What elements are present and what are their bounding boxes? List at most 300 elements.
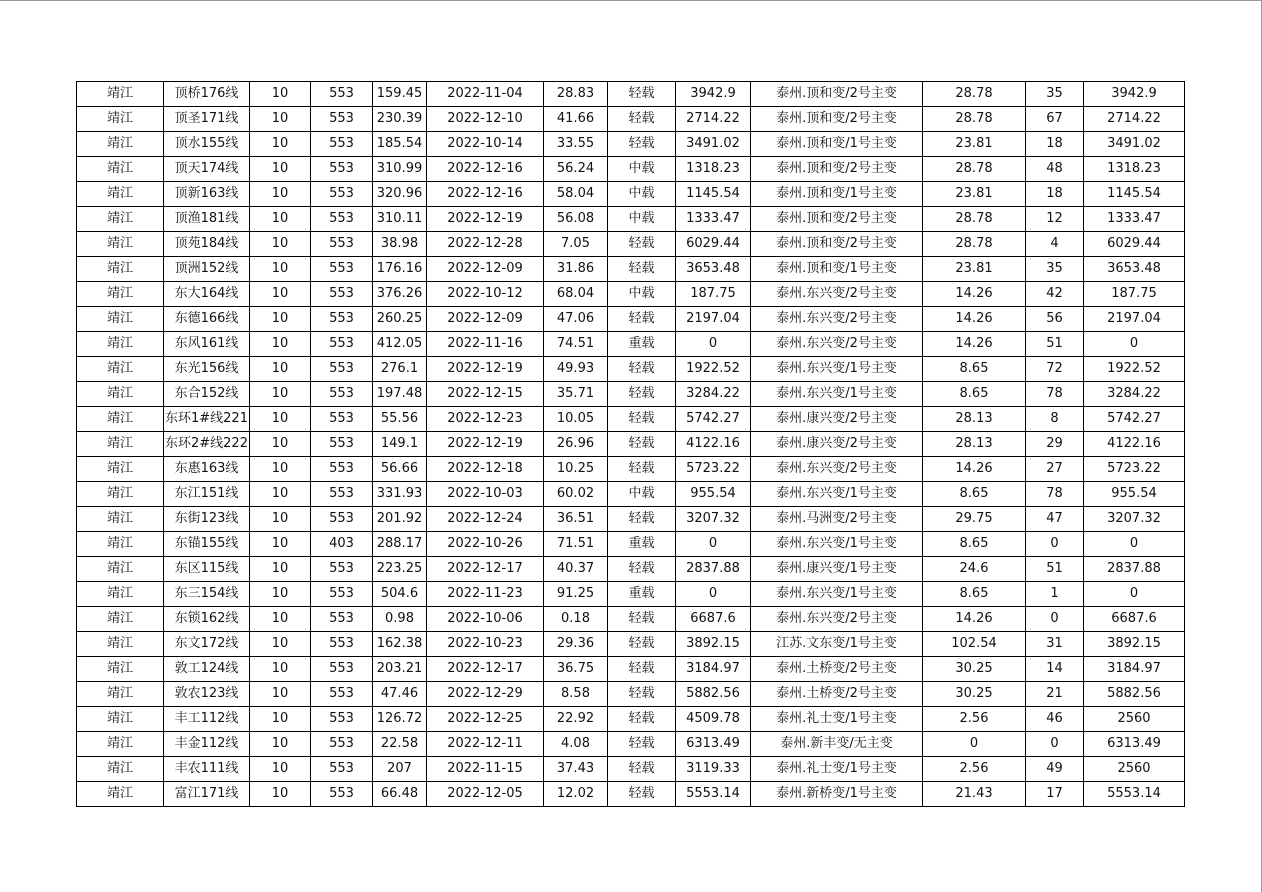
cell-load-rate: 37.43	[544, 757, 608, 782]
cell-feeder-available-capacity: 1318.23	[1084, 157, 1185, 182]
cell-max-load: 197.48	[373, 382, 427, 407]
cell-max-load-date: 2022-10-06	[427, 607, 544, 632]
cell-feeder-name: 顶新163线	[164, 182, 250, 207]
cell-max-load-date: 2022-12-09	[427, 307, 544, 332]
cell-load-rate: 33.55	[544, 132, 608, 157]
cell-voltage-level: 10	[250, 757, 311, 782]
cell-load-count: 35	[1026, 257, 1084, 282]
cell-available-capacity: 5882.56	[676, 682, 751, 707]
cell-transformer-load: 14.26	[923, 332, 1026, 357]
cell-load-status: 轻载	[608, 682, 676, 707]
cell-feeder-name: 顶洲152线	[164, 257, 250, 282]
cell-max-load-date: 2022-12-19	[427, 432, 544, 457]
cell-load-status: 轻载	[608, 607, 676, 632]
table-row	[77, 132, 1185, 157]
cell-voltage-level: 10	[250, 607, 311, 632]
cell-feeder-name: 东文172线	[164, 632, 250, 657]
cell-max-load: 22.58	[373, 732, 427, 757]
cell-feeder-available-capacity: 2837.88	[1084, 557, 1185, 582]
cell-load-rate: 71.51	[544, 532, 608, 557]
cell-voltage-level: 10	[250, 782, 311, 807]
cell-voltage-level: 10	[250, 232, 311, 257]
cell-max-load-date: 2022-10-23	[427, 632, 544, 657]
cell-max-load: 201.92	[373, 507, 427, 532]
cell-rated-capacity: 553	[311, 607, 373, 632]
table-row	[77, 182, 1185, 207]
cell-load-rate: 10.25	[544, 457, 608, 482]
cell-rated-capacity: 553	[311, 332, 373, 357]
cell-feeder-available-capacity: 3284.22	[1084, 382, 1185, 407]
cell-load-status: 重载	[608, 532, 676, 557]
cell-max-load: 310.11	[373, 207, 427, 232]
cell-feeder-available-capacity: 2714.22	[1084, 107, 1185, 132]
cell-load-count: 21	[1026, 682, 1084, 707]
cell-rated-capacity: 553	[311, 782, 373, 807]
cell-rated-capacity: 553	[311, 82, 373, 107]
cell-transformer-load: 8.65	[923, 357, 1026, 382]
cell-transformer-load: 14.26	[923, 282, 1026, 307]
cell-region: 靖江	[77, 382, 164, 407]
cell-available-capacity: 1318.23	[676, 157, 751, 182]
cell-transformer-load: 30.25	[923, 657, 1026, 682]
cell-max-load: 149.1	[373, 432, 427, 457]
cell-feeder-available-capacity: 5882.56	[1084, 682, 1185, 707]
cell-load-rate: 8.58	[544, 682, 608, 707]
cell-voltage-level: 10	[250, 382, 311, 407]
cell-load-status: 轻载	[608, 732, 676, 757]
cell-max-load-date: 2022-10-03	[427, 482, 544, 507]
cell-feeder-available-capacity: 3892.15	[1084, 632, 1185, 657]
cell-region: 靖江	[77, 557, 164, 582]
table-row	[77, 657, 1185, 682]
cell-rated-capacity: 553	[311, 382, 373, 407]
cell-load-status: 轻载	[608, 132, 676, 157]
cell-load-rate: 7.05	[544, 232, 608, 257]
cell-load-rate: 4.08	[544, 732, 608, 757]
cell-transformer-load: 2.56	[923, 707, 1026, 732]
cell-load-status: 轻载	[608, 757, 676, 782]
cell-load-count: 67	[1026, 107, 1084, 132]
cell-voltage-level: 10	[250, 582, 311, 607]
cell-substation-transformer: 泰州.东兴变/1号主变	[751, 357, 923, 382]
cell-max-load: 203.21	[373, 657, 427, 682]
cell-voltage-level: 10	[250, 357, 311, 382]
cell-available-capacity: 3119.33	[676, 757, 751, 782]
cell-feeder-available-capacity: 3942.9	[1084, 82, 1185, 107]
cell-feeder-name: 丰农111线	[164, 757, 250, 782]
cell-available-capacity: 1333.47	[676, 207, 751, 232]
cell-region: 靖江	[77, 482, 164, 507]
cell-feeder-available-capacity: 0	[1084, 532, 1185, 557]
cell-substation-transformer: 泰州.土桥变/2号主变	[751, 657, 923, 682]
cell-substation-transformer: 泰州.顶和变/2号主变	[751, 107, 923, 132]
cell-available-capacity: 6687.6	[676, 607, 751, 632]
cell-available-capacity: 3942.9	[676, 82, 751, 107]
cell-feeder-name: 东区115线	[164, 557, 250, 582]
cell-load-status: 轻载	[608, 657, 676, 682]
table-row	[77, 257, 1185, 282]
cell-transformer-load: 28.78	[923, 107, 1026, 132]
cell-load-rate: 91.25	[544, 582, 608, 607]
cell-transformer-load: 0	[923, 732, 1026, 757]
cell-load-rate: 26.96	[544, 432, 608, 457]
cell-max-load-date: 2022-12-17	[427, 657, 544, 682]
cell-load-count: 1	[1026, 582, 1084, 607]
cell-voltage-level: 10	[250, 732, 311, 757]
cell-transformer-load: 21.43	[923, 782, 1026, 807]
cell-load-status: 重载	[608, 332, 676, 357]
cell-voltage-level: 10	[250, 332, 311, 357]
cell-load-count: 47	[1026, 507, 1084, 532]
cell-load-rate: 35.71	[544, 382, 608, 407]
cell-transformer-load: 102.54	[923, 632, 1026, 657]
cell-region: 靖江	[77, 207, 164, 232]
table-row	[77, 82, 1185, 107]
cell-feeder-name: 富江171线	[164, 782, 250, 807]
cell-max-load: 0.98	[373, 607, 427, 632]
cell-available-capacity: 2714.22	[676, 107, 751, 132]
cell-load-status: 重载	[608, 582, 676, 607]
table-row	[77, 357, 1185, 382]
cell-substation-transformer: 泰州.顶和变/2号主变	[751, 232, 923, 257]
cell-max-load-date: 2022-12-05	[427, 782, 544, 807]
cell-load-count: 78	[1026, 482, 1084, 507]
cell-feeder-available-capacity: 0	[1084, 332, 1185, 357]
cell-feeder-available-capacity: 1145.54	[1084, 182, 1185, 207]
table-row	[77, 232, 1185, 257]
table-row	[77, 457, 1185, 482]
cell-feeder-available-capacity: 3184.97	[1084, 657, 1185, 682]
cell-load-rate: 12.02	[544, 782, 608, 807]
cell-feeder-available-capacity: 5553.14	[1084, 782, 1185, 807]
cell-load-count: 78	[1026, 382, 1084, 407]
cell-rated-capacity: 553	[311, 732, 373, 757]
cell-rated-capacity: 553	[311, 707, 373, 732]
cell-feeder-name: 顶水155线	[164, 132, 250, 157]
cell-transformer-load: 23.81	[923, 257, 1026, 282]
cell-region: 靖江	[77, 757, 164, 782]
cell-voltage-level: 10	[250, 632, 311, 657]
cell-rated-capacity: 553	[311, 157, 373, 182]
cell-max-load-date: 2022-12-19	[427, 207, 544, 232]
cell-rated-capacity: 553	[311, 357, 373, 382]
cell-load-rate: 36.75	[544, 657, 608, 682]
cell-max-load-date: 2022-12-11	[427, 732, 544, 757]
cell-max-load: 412.05	[373, 332, 427, 357]
cell-rated-capacity: 553	[311, 107, 373, 132]
cell-feeder-available-capacity: 6029.44	[1084, 232, 1185, 257]
cell-feeder-name: 东环2#线222	[164, 432, 250, 457]
cell-voltage-level: 10	[250, 307, 311, 332]
cell-region: 靖江	[77, 607, 164, 632]
cell-feeder-name: 东锁162线	[164, 607, 250, 632]
table-row	[77, 382, 1185, 407]
cell-region: 靖江	[77, 657, 164, 682]
cell-transformer-load: 23.81	[923, 182, 1026, 207]
cell-available-capacity: 1922.52	[676, 357, 751, 382]
cell-substation-transformer: 泰州.顶和变/1号主变	[751, 257, 923, 282]
cell-max-load: 176.16	[373, 257, 427, 282]
table-row	[77, 207, 1185, 232]
cell-feeder-available-capacity: 2560	[1084, 707, 1185, 732]
cell-voltage-level: 10	[250, 532, 311, 557]
cell-load-rate: 36.51	[544, 507, 608, 532]
cell-voltage-level: 10	[250, 707, 311, 732]
cell-max-load: 288.17	[373, 532, 427, 557]
cell-load-rate: 41.66	[544, 107, 608, 132]
cell-available-capacity: 2197.04	[676, 307, 751, 332]
cell-feeder-name: 顶桥176线	[164, 82, 250, 107]
cell-substation-transformer: 泰州.顶和变/2号主变	[751, 157, 923, 182]
cell-max-load-date: 2022-12-16	[427, 157, 544, 182]
cell-load-rate: 28.83	[544, 82, 608, 107]
cell-feeder-name: 东光156线	[164, 357, 250, 382]
cell-region: 靖江	[77, 232, 164, 257]
cell-feeder-available-capacity: 1333.47	[1084, 207, 1185, 232]
cell-load-status: 轻载	[608, 407, 676, 432]
cell-load-rate: 60.02	[544, 482, 608, 507]
cell-load-status: 轻载	[608, 357, 676, 382]
cell-load-count: 17	[1026, 782, 1084, 807]
cell-available-capacity: 3892.15	[676, 632, 751, 657]
cell-feeder-available-capacity: 6313.49	[1084, 732, 1185, 757]
cell-transformer-load: 14.26	[923, 457, 1026, 482]
cell-load-rate: 22.92	[544, 707, 608, 732]
cell-max-load-date: 2022-10-14	[427, 132, 544, 157]
cell-load-count: 49	[1026, 757, 1084, 782]
cell-feeder-name: 东合152线	[164, 382, 250, 407]
cell-load-count: 51	[1026, 332, 1084, 357]
cell-rated-capacity: 553	[311, 682, 373, 707]
cell-rated-capacity: 553	[311, 482, 373, 507]
cell-transformer-load: 14.26	[923, 307, 1026, 332]
cell-load-rate: 10.05	[544, 407, 608, 432]
cell-max-load: 207	[373, 757, 427, 782]
cell-load-count: 4	[1026, 232, 1084, 257]
table-row	[77, 507, 1185, 532]
cell-max-load: 38.98	[373, 232, 427, 257]
cell-load-count: 51	[1026, 557, 1084, 582]
cell-load-count: 27	[1026, 457, 1084, 482]
cell-substation-transformer: 泰州.土桥变/2号主变	[751, 682, 923, 707]
cell-feeder-name: 东锚155线	[164, 532, 250, 557]
cell-max-load: 504.6	[373, 582, 427, 607]
cell-substation-transformer: 泰州.顶和变/2号主变	[751, 207, 923, 232]
cell-available-capacity: 4122.16	[676, 432, 751, 457]
cell-max-load-date: 2022-12-09	[427, 257, 544, 282]
cell-region: 靖江	[77, 282, 164, 307]
cell-feeder-available-capacity: 4122.16	[1084, 432, 1185, 457]
cell-load-rate: 58.04	[544, 182, 608, 207]
cell-region: 靖江	[77, 582, 164, 607]
cell-max-load-date: 2022-12-24	[427, 507, 544, 532]
table-row	[77, 432, 1185, 457]
cell-region: 靖江	[77, 407, 164, 432]
cell-transformer-load: 2.56	[923, 757, 1026, 782]
page-top-border	[0, 0, 1262, 1]
cell-max-load: 276.1	[373, 357, 427, 382]
cell-region: 靖江	[77, 307, 164, 332]
cell-max-load-date: 2022-12-18	[427, 457, 544, 482]
cell-substation-transformer: 泰州.东兴变/1号主变	[751, 482, 923, 507]
cell-available-capacity: 0	[676, 532, 751, 557]
cell-load-rate: 56.24	[544, 157, 608, 182]
cell-load-status: 轻载	[608, 557, 676, 582]
cell-available-capacity: 1145.54	[676, 182, 751, 207]
cell-transformer-load: 8.65	[923, 382, 1026, 407]
cell-max-load: 66.48	[373, 782, 427, 807]
cell-substation-transformer: 泰州.东兴变/2号主变	[751, 282, 923, 307]
cell-load-count: 35	[1026, 82, 1084, 107]
cell-rated-capacity: 553	[311, 507, 373, 532]
cell-available-capacity: 955.54	[676, 482, 751, 507]
cell-feeder-name: 敦工124线	[164, 657, 250, 682]
cell-region: 靖江	[77, 432, 164, 457]
cell-available-capacity: 0	[676, 582, 751, 607]
cell-transformer-load: 29.75	[923, 507, 1026, 532]
cell-substation-transformer: 泰州.东兴变/2号主变	[751, 607, 923, 632]
cell-load-count: 8	[1026, 407, 1084, 432]
cell-feeder-name: 东环1#线221	[164, 407, 250, 432]
cell-voltage-level: 10	[250, 257, 311, 282]
cell-max-load-date: 2022-12-23	[427, 407, 544, 432]
cell-load-count: 0	[1026, 607, 1084, 632]
cell-transformer-load: 28.13	[923, 407, 1026, 432]
cell-load-status: 轻载	[608, 707, 676, 732]
cell-voltage-level: 10	[250, 157, 311, 182]
cell-region: 靖江	[77, 507, 164, 532]
cell-substation-transformer: 泰州.康兴变/1号主变	[751, 557, 923, 582]
cell-available-capacity: 3184.97	[676, 657, 751, 682]
cell-transformer-load: 8.65	[923, 482, 1026, 507]
cell-load-status: 中载	[608, 482, 676, 507]
cell-load-count: 14	[1026, 657, 1084, 682]
cell-substation-transformer: 泰州.礼士变/1号主变	[751, 757, 923, 782]
cell-feeder-name: 顶圣171线	[164, 107, 250, 132]
cell-max-load-date: 2022-11-04	[427, 82, 544, 107]
cell-max-load-date: 2022-10-12	[427, 282, 544, 307]
cell-load-rate: 49.93	[544, 357, 608, 382]
cell-available-capacity: 5742.27	[676, 407, 751, 432]
cell-voltage-level: 10	[250, 482, 311, 507]
cell-max-load: 223.25	[373, 557, 427, 582]
cell-load-count: 46	[1026, 707, 1084, 732]
cell-load-status: 轻载	[608, 632, 676, 657]
cell-max-load-date: 2022-12-29	[427, 682, 544, 707]
cell-load-status: 轻载	[608, 82, 676, 107]
cell-max-load-date: 2022-12-28	[427, 232, 544, 257]
cell-load-status: 中载	[608, 157, 676, 182]
cell-rated-capacity: 553	[311, 657, 373, 682]
cell-substation-transformer: 泰州.新桥变/1号主变	[751, 782, 923, 807]
cell-feeder-name: 东街123线	[164, 507, 250, 532]
cell-available-capacity: 3653.48	[676, 257, 751, 282]
cell-load-rate: 31.86	[544, 257, 608, 282]
cell-max-load-date: 2022-11-15	[427, 757, 544, 782]
table-row	[77, 707, 1185, 732]
cell-load-status: 轻载	[608, 507, 676, 532]
table-row	[77, 332, 1185, 357]
cell-max-load: 230.39	[373, 107, 427, 132]
cell-available-capacity: 3491.02	[676, 132, 751, 157]
cell-feeder-available-capacity: 1922.52	[1084, 357, 1185, 382]
cell-voltage-level: 10	[250, 557, 311, 582]
cell-feeder-name: 东江151线	[164, 482, 250, 507]
cell-feeder-available-capacity: 2197.04	[1084, 307, 1185, 332]
cell-max-load: 185.54	[373, 132, 427, 157]
cell-max-load-date: 2022-11-16	[427, 332, 544, 357]
cell-transformer-load: 8.65	[923, 582, 1026, 607]
cell-feeder-name: 东惠163线	[164, 457, 250, 482]
cell-rated-capacity: 553	[311, 132, 373, 157]
cell-rated-capacity: 553	[311, 257, 373, 282]
cell-rated-capacity: 553	[311, 307, 373, 332]
cell-region: 靖江	[77, 182, 164, 207]
cell-load-status: 轻载	[608, 382, 676, 407]
cell-load-count: 0	[1026, 732, 1084, 757]
cell-region: 靖江	[77, 782, 164, 807]
cell-voltage-level: 10	[250, 107, 311, 132]
cell-rated-capacity: 553	[311, 407, 373, 432]
cell-max-load: 56.66	[373, 457, 427, 482]
cell-load-count: 72	[1026, 357, 1084, 382]
cell-substation-transformer: 泰州.东兴变/1号主变	[751, 532, 923, 557]
cell-voltage-level: 10	[250, 282, 311, 307]
cell-voltage-level: 10	[250, 457, 311, 482]
cell-load-rate: 56.08	[544, 207, 608, 232]
cell-substation-transformer: 泰州.马洲变/2号主变	[751, 507, 923, 532]
cell-max-load-date: 2022-12-25	[427, 707, 544, 732]
cell-feeder-available-capacity: 955.54	[1084, 482, 1185, 507]
cell-rated-capacity: 553	[311, 432, 373, 457]
cell-load-count: 18	[1026, 182, 1084, 207]
cell-max-load: 47.46	[373, 682, 427, 707]
cell-substation-transformer: 江苏.文东变/1号主变	[751, 632, 923, 657]
table-row	[77, 557, 1185, 582]
cell-feeder-available-capacity: 3491.02	[1084, 132, 1185, 157]
cell-rated-capacity: 553	[311, 282, 373, 307]
cell-rated-capacity: 553	[311, 207, 373, 232]
table-row	[77, 107, 1185, 132]
cell-transformer-load: 24.6	[923, 557, 1026, 582]
table-row	[77, 532, 1185, 557]
cell-substation-transformer: 泰州.东兴变/1号主变	[751, 582, 923, 607]
cell-feeder-available-capacity: 5723.22	[1084, 457, 1185, 482]
cell-max-load: 55.56	[373, 407, 427, 432]
cell-feeder-available-capacity: 3207.32	[1084, 507, 1185, 532]
cell-substation-transformer: 泰州.东兴变/2号主变	[751, 457, 923, 482]
cell-rated-capacity: 553	[311, 582, 373, 607]
cell-load-rate: 29.36	[544, 632, 608, 657]
cell-transformer-load: 28.78	[923, 82, 1026, 107]
cell-max-load-date: 2022-12-16	[427, 182, 544, 207]
cell-load-status: 轻载	[608, 257, 676, 282]
cell-max-load-date: 2022-12-17	[427, 557, 544, 582]
cell-max-load: 331.93	[373, 482, 427, 507]
cell-feeder-name: 东风161线	[164, 332, 250, 357]
cell-load-count: 18	[1026, 132, 1084, 157]
cell-load-status: 轻载	[608, 782, 676, 807]
cell-feeder-name: 丰金112线	[164, 732, 250, 757]
cell-load-status: 轻载	[608, 232, 676, 257]
cell-voltage-level: 10	[250, 407, 311, 432]
cell-max-load-date: 2022-11-23	[427, 582, 544, 607]
cell-feeder-name: 顶天174线	[164, 157, 250, 182]
cell-feeder-available-capacity: 5742.27	[1084, 407, 1185, 432]
cell-region: 靖江	[77, 332, 164, 357]
table-row	[77, 407, 1185, 432]
cell-voltage-level: 10	[250, 207, 311, 232]
